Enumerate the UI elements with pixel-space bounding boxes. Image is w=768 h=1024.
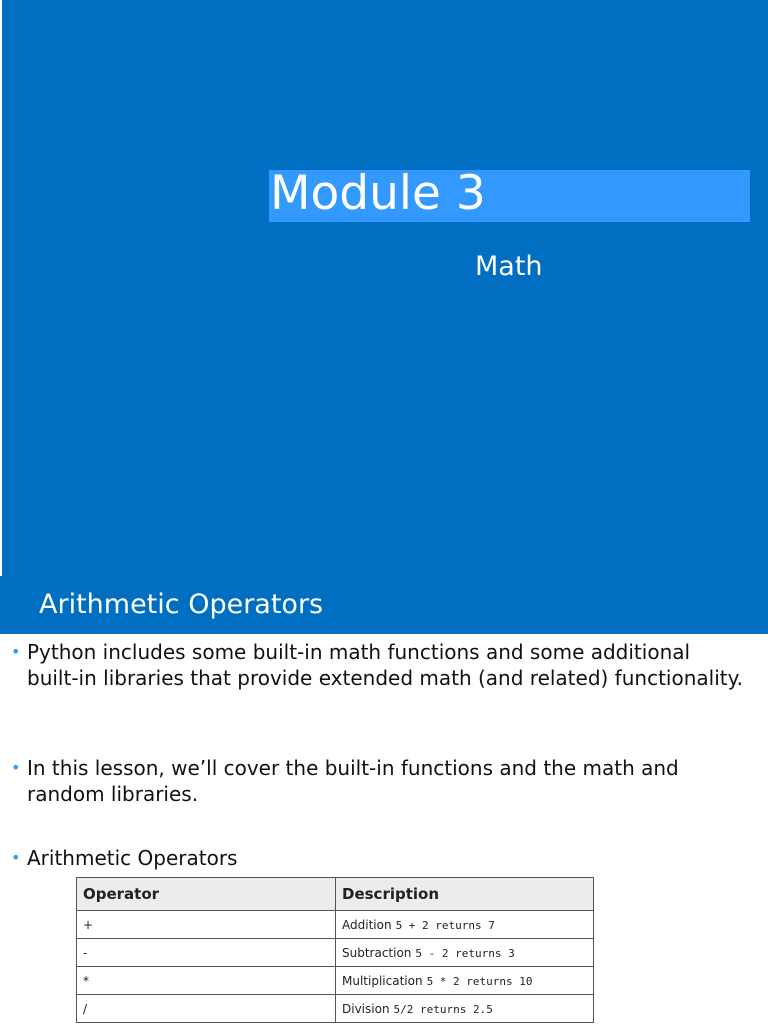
bullet-item [11, 755, 747, 807]
bullet-icon: • [11, 758, 21, 777]
bullet-item [11, 639, 747, 691]
example-code: 5 + 2 returns 7 [395, 918, 495, 932]
table-header-row [77, 878, 594, 911]
operators-table [76, 877, 594, 1023]
description-cell [336, 995, 594, 1023]
column-header-operator: Operator [77, 878, 336, 911]
slide-edge [0, 0, 2, 576]
operator-cell: / [77, 995, 336, 1023]
example-code: 5 * 2 returns 10 [426, 974, 533, 988]
operator-cell: * [77, 967, 336, 995]
description-text: Multiplication [342, 973, 423, 988]
operator-cell: + [77, 911, 336, 939]
column-header-description: Description [336, 878, 594, 911]
bullet-text: In this lesson, we’ll cover the built-in functions and the math and random libraries. [27, 756, 679, 806]
bullet-text: Python includes some built-in math functions and some additional built-in libraries that provide extended math (and related) functionality. [27, 640, 743, 690]
bullet-icon: • [11, 848, 21, 867]
table-row [77, 967, 594, 995]
bullet-item [11, 845, 747, 871]
example-code: 5/2 returns 2.5 [393, 1002, 493, 1016]
example-code: 5 - 2 returns 3 [415, 946, 515, 960]
bullet-icon: • [11, 642, 21, 661]
content-slide-title: Arithmetic Operators [39, 589, 324, 620]
operator-cell: - [77, 939, 336, 967]
slide-subtitle: Math [475, 251, 543, 282]
description-text: Division [342, 1001, 390, 1016]
table-row [77, 911, 594, 939]
table-row [77, 995, 594, 1023]
description-cell [336, 911, 594, 939]
description-text: Subtraction [342, 945, 412, 960]
description-text: Addition [342, 917, 392, 932]
slide-title: Module 3 [270, 166, 486, 221]
table-row [77, 939, 594, 967]
bullet-text: Arithmetic Operators [27, 846, 238, 870]
description-cell [336, 939, 594, 967]
description-cell [336, 967, 594, 995]
